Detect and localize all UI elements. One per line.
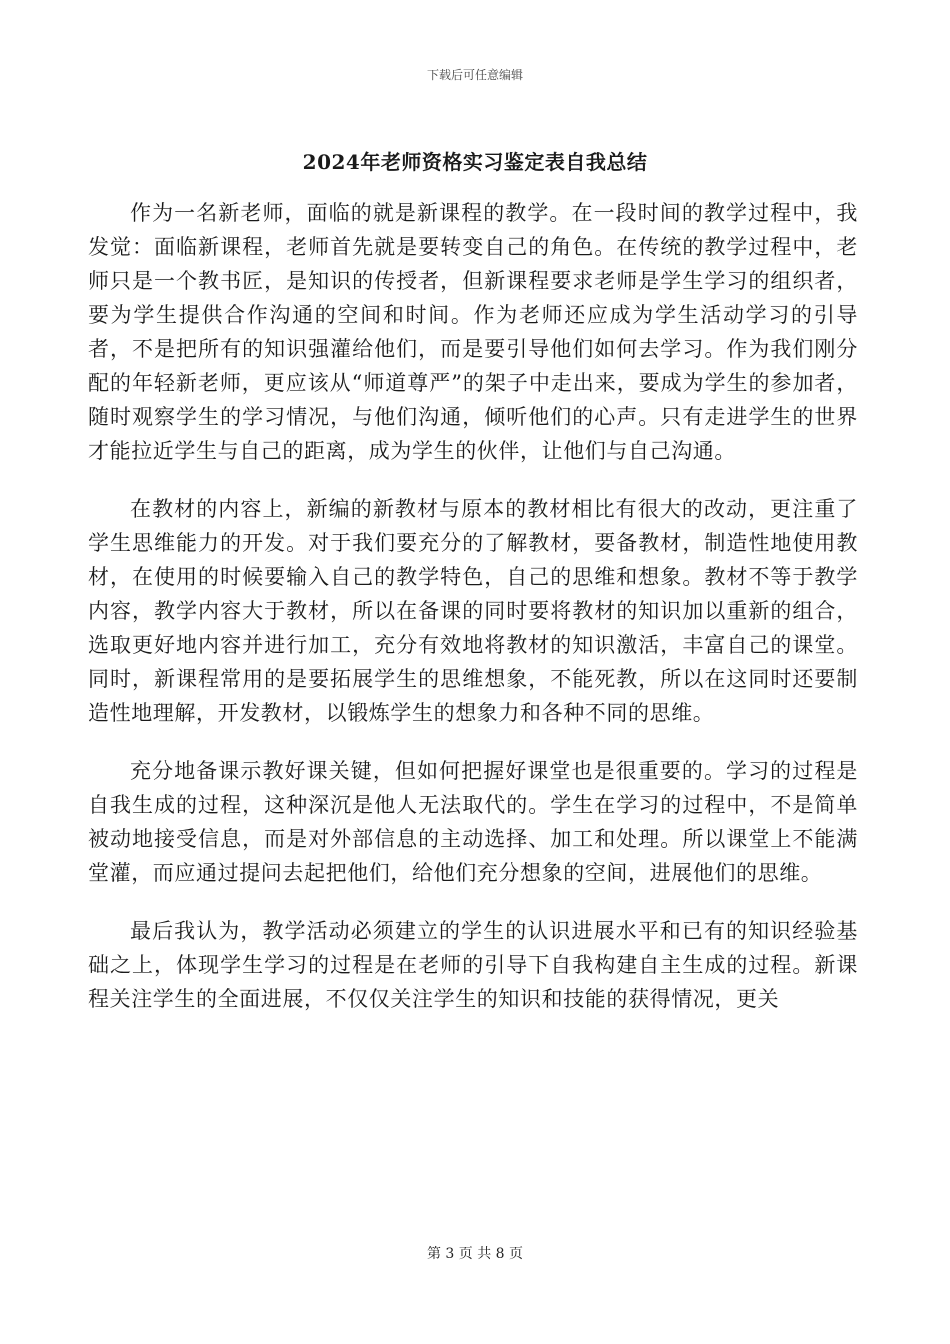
document-title: 2024年老师资格实习鉴定表自我总结 <box>302 150 648 174</box>
paragraph: 在教材的内容上，新编的新教材与原本的教材相比有很大的改动，更注重了学生思维能力的开发。对于我们要充分的了解教材，要备教材，制造性地使用教材，在使用的时候要输入自己的教学特色，自己的思维和想象。教材不等于教学内容，教学内容大于教材，所以在备课的同时要将教材的知识加以重新的组合，选取更好地内容并进行加工，充分有效地将教材的知识激活，丰富自己的课堂。同时，新课程常用的是要拓展学生的思维想象，不能死教，所以在这同时还要制造性地理解，开发教材，以锻炼学生的想象力和各种不同的思维。 <box>88 497 858 725</box>
document-body <box>88 196 858 1040</box>
header-note: 下载后可任意编辑 <box>426 68 523 82</box>
paragraph: 作为一名新老师，面临的就是新课程的教学。在一段时间的教学过程中，我发觉：面临新课程，老师首先就是要转变自己的角色。在传统的教学过程中，老师只是一个教书匠，是知识的传授者，但新课程要求老师是学生学习的组织者，要为学生提供合作沟通的空间和时间。作为老师还应成为学生活动学习的引导者，不是把所有的知识强灌给他们，而是要引导他们如何去学习。作为我们刚分配的年轻新老师，更应该从“师道尊严”的架子中走出来，要成为学生的参加者，随时观察学生的学习情况，与他们沟通，倾听他们的心声。只有走进学生的世界才能拉近学生与自己的距离，成为学生的伙伴，让他们与自己沟通。 <box>88 201 858 463</box>
page-footer: 第 3 页 共 8 页 <box>426 1246 524 1262</box>
paragraph: 最后我认为，教学活动必须建立的学生的认识进展水平和已有的知识经验基础之上，体现学生学习的过程是在老师的引导下自我构建自主生成的过程。新课程关注学生的全面进展，不仅仅关注学生的知识和技能的获得情况，更关 <box>88 919 858 1011</box>
paragraph: 充分地备课示教好课关键，但如何把握好课堂也是很重要的。学习的过程是自我生成的过程，这种深沉是他人无法取代的。学生在学习的过程中，不是简单被动地接受信息，而是对外部信息的主动选择、加工和处理。所以课堂上不能满堂灌，而应通过提问去起把他们，给他们充分想象的空间，进展他们的思维。 <box>88 759 858 885</box>
